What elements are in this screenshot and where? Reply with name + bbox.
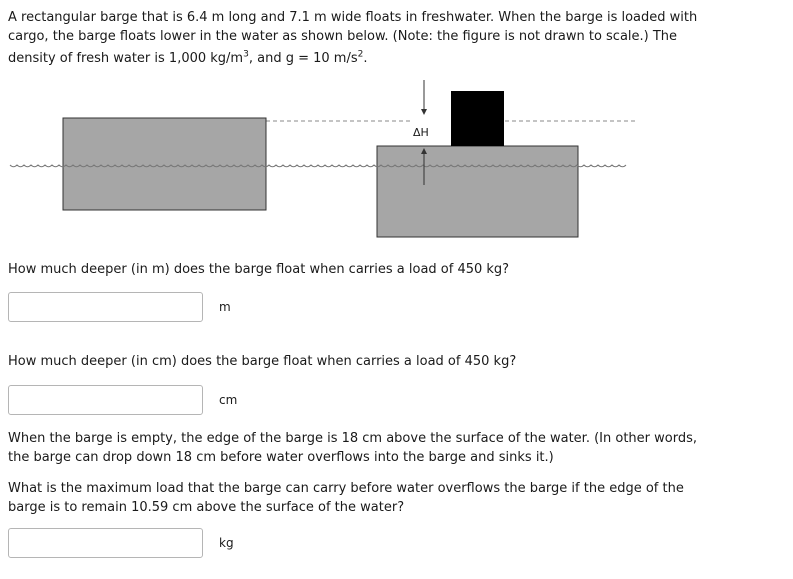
density-text: density of fresh water is 1,000 kg/m: [8, 51, 244, 67]
note-line-1: When the barge is empty, the edge of the barge is 18 cm above the surface of the water. (In other words,: [8, 431, 697, 446]
answer-input-centimeters[interactable]: [8, 385, 203, 415]
delta-h-label: ΔH: [413, 126, 429, 139]
question-3-line-1: What is the maximum load that the barge can carry before water overflows the barge if the edge of the: [8, 481, 684, 496]
barge-figure: [0, 75, 793, 245]
problem-statement: [8, 9, 748, 69]
loaded-barge: [377, 146, 578, 237]
density-exponent: 3: [243, 50, 249, 60]
gravity-text: , and g = 10 m/s: [248, 51, 358, 67]
question-1-prompt: How much deeper (in m) does the barge float when carries a load of 450 kg?: [8, 262, 510, 277]
period-text: .: [363, 51, 368, 67]
answer-input-meters[interactable]: [8, 292, 203, 322]
question-3-line-2: barge is to remain 10.59 cm above the surface of the water?: [8, 499, 405, 515]
question-2-prompt: How much deeper (in cm) does the barge float when carries a load of 450 kg?: [8, 354, 517, 369]
down-arrow-icon: [421, 109, 427, 115]
problem-line-3: [8, 51, 367, 66]
unit-label-kg: kg: [219, 536, 234, 550]
answer-input-kilograms[interactable]: [8, 528, 203, 558]
cargo-block: [451, 91, 504, 146]
empty-barge-note: [8, 430, 708, 467]
unit-label-m: m: [219, 300, 231, 314]
question-3-prompt: [8, 480, 708, 517]
gravity-exponent: 2: [357, 50, 364, 60]
problem-line-1: A rectangular barge that is 6.4 m long and 7.1 m wide floats in freshwater. When the barge is loaded with: [8, 10, 698, 25]
problem-line-2: cargo, the barge floats lower in the water as shown below. (Note: the figure is not drawn to scale.) The: [8, 28, 678, 44]
empty-barge: [63, 118, 266, 210]
unit-label-cm: cm: [219, 393, 238, 407]
note-line-2: the barge can drop down 18 cm before water overflows into the barge and sinks it.): [8, 449, 554, 465]
